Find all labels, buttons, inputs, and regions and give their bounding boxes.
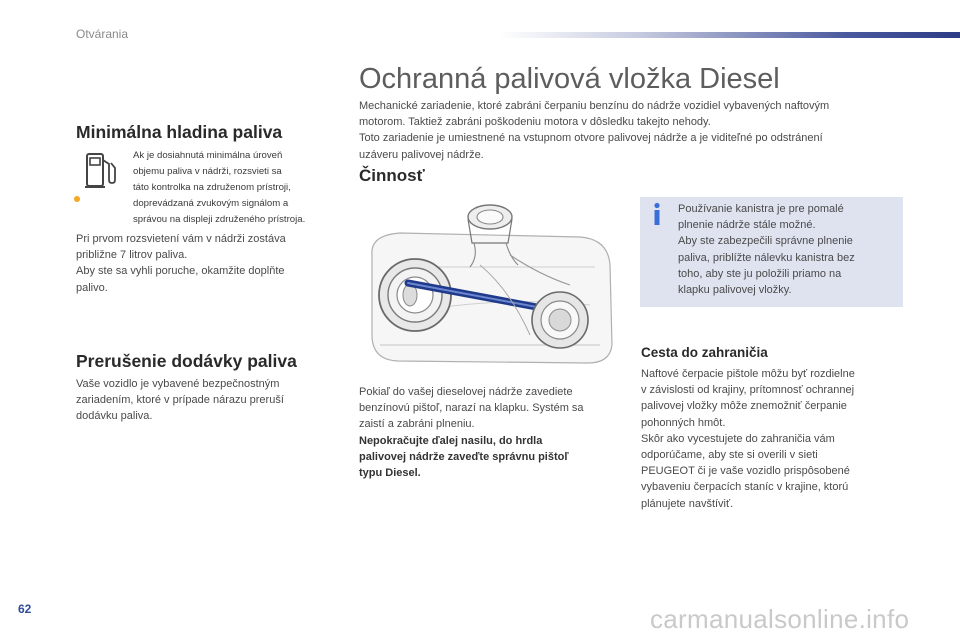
text-line: správou na displeji združeného prístroja. xyxy=(133,214,306,225)
text-line: Ak je dosiahnutá minimálna úroveň xyxy=(133,150,283,161)
text-line: Pri prvom rozsvietení vám v nádrži zostáva xyxy=(76,233,286,245)
watermark: carmanualsonline.info xyxy=(650,604,910,634)
text-line: objemu paliva v nádrži, rozsvieti sa xyxy=(133,166,282,177)
text-line-bold: typu Diesel. xyxy=(359,467,421,480)
warning-dot-icon xyxy=(74,196,80,202)
text-line: približne 7 litrov paliva. xyxy=(76,249,188,262)
fuel-cutoff-text xyxy=(76,376,284,425)
text-line-bold: Nepokračujte ďalej nasilu, do hrdla xyxy=(359,434,543,447)
info-text xyxy=(678,201,855,298)
text-line-bold: palivovej nádrže zaveďte správnu pištoľ xyxy=(359,450,569,463)
text-line: Vaše vozidlo je vybavené bezpečnostným xyxy=(76,378,280,390)
text-line: palivovej vložky môže znemožniť čerpanie xyxy=(641,400,847,413)
text-line: Toto zariadenie je umiestnené na vstupnom otvore palivovej nádrže a je viditeľné po odstránení xyxy=(359,132,823,145)
operation-text xyxy=(359,384,584,481)
heading-fuel-cutoff: Prerušenie dodávky paliva xyxy=(76,351,297,371)
fuel-pump-icon xyxy=(84,148,118,192)
text-line: táto kontrolka na združenom prístroji, xyxy=(133,182,291,193)
heading-travel-abroad: Cesta do zahraničia xyxy=(641,345,768,360)
page-number: 62 xyxy=(18,602,32,616)
heading-minimum-level: Minimálna hladina paliva xyxy=(76,122,283,142)
info-icon xyxy=(651,202,663,226)
text-line: uzáveru palivovej nádrže. xyxy=(359,148,484,161)
minimum-level-text xyxy=(76,231,286,296)
text-line: palivo. xyxy=(76,281,108,294)
travel-abroad-text xyxy=(641,366,855,512)
header-bar xyxy=(500,32,960,38)
text-line: klapku palivovej vložky. xyxy=(678,284,792,297)
text-line: Aby ste zabezpečili správne plnenie xyxy=(678,235,853,248)
heading-diesel-guard: Ochranná palivová vložka Diesel xyxy=(359,63,780,95)
text-line: Naftové čerpacie pištole môžu byť rozdielne xyxy=(641,368,855,380)
text-line: zaistí a zabráni plneniu. xyxy=(359,418,475,431)
text-line: motorom. Taktiež zabráni poškodeniu motora v dôsledku takejto nehody. xyxy=(359,116,711,129)
text-line: PEUGEOT či je vaše vozidlo prispôsobené xyxy=(641,465,850,478)
text-line: zariadením, ktoré v prípade nárazu preruší xyxy=(76,394,284,407)
text-line: Aby ste sa vyhli poruche, okamžite doplňte xyxy=(76,265,285,278)
text-line: plánujete navštíviť. xyxy=(641,497,734,510)
text-line: Pokiaľ do vašej dieselovej nádrže zavediete xyxy=(359,386,573,398)
fuel-filler-illustration xyxy=(360,195,625,370)
text-line: toho, aby ste ju položili priamo na xyxy=(678,267,842,280)
text-line: Mechanické zariadenie, ktoré zabráni čerpaniu benzínu do nádrže vozidiel vybavených naftovým xyxy=(359,100,830,112)
text-line: plnenie nádrže stále možné. xyxy=(678,219,816,232)
text-line: dodávku paliva. xyxy=(76,410,153,423)
text-line: paliva, priblížte nálevku kanistra bez xyxy=(678,251,855,264)
text-line: vybaveniu čerpacích staníc v krajine, ktorú xyxy=(641,481,849,494)
heading-operation: Činnosť xyxy=(359,166,425,185)
section-label: Otvárania xyxy=(76,27,129,41)
text-line: v závislosti od krajiny, prítomnosť ochrannej xyxy=(641,384,855,397)
text-line: odporúčame, aby ste si overili v sieti xyxy=(641,449,818,462)
diesel-guard-intro xyxy=(359,98,829,163)
text-line: Používanie kanistra je pre pomalé xyxy=(678,203,844,215)
text-line: Skôr ako vycestujete do zahraničia vám xyxy=(641,432,835,445)
fuel-warning-description xyxy=(133,148,305,228)
text-line: benzínovú pištoľ, narazí na klapku. Systém sa xyxy=(359,402,584,415)
text-line: doprevádzaná zvukovým signálom a xyxy=(133,198,289,209)
text-line: pohonných hmôt. xyxy=(641,416,726,429)
